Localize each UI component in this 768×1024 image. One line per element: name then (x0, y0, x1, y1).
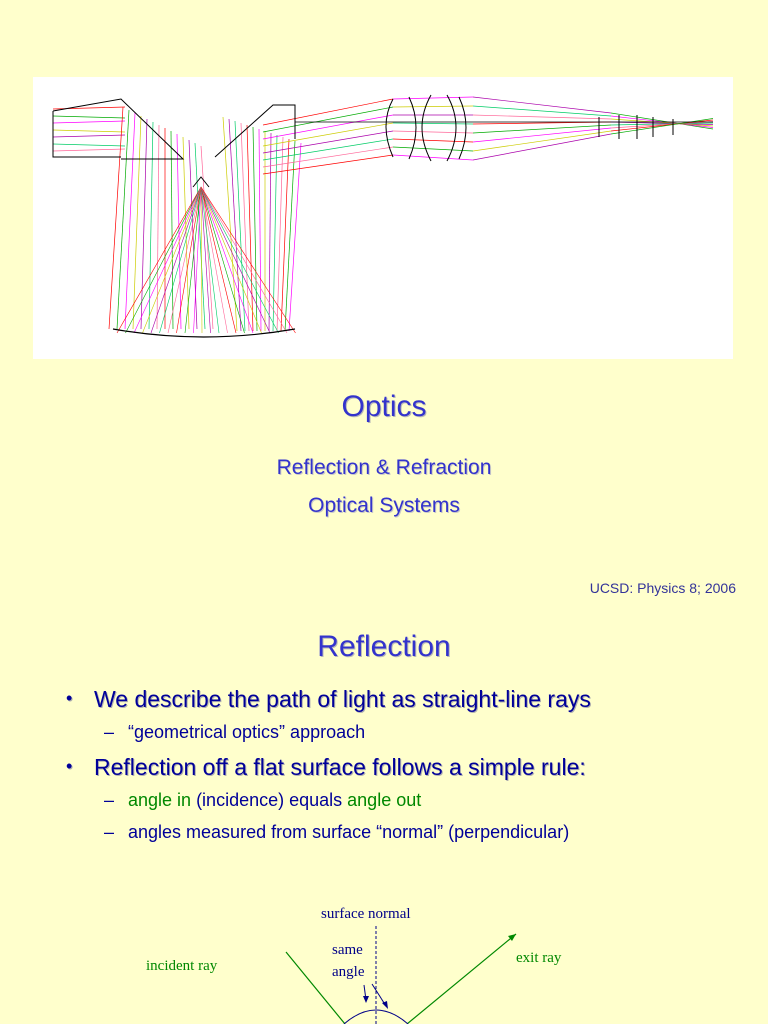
sub-bullet-text: “geometrical optics” approach (128, 722, 366, 742)
dash-icon: – (104, 790, 115, 810)
surface-normal-label: surface normal (321, 906, 411, 922)
dash-icon: – (104, 822, 115, 842)
incidence-equals-text: (incidence) equals (196, 790, 348, 810)
exit-ray-line (407, 934, 516, 1024)
subtitle-reflection-refraction: Reflection & Refraction (276, 456, 492, 479)
course-credit: UCSD: Physics 8; 2006 (589, 580, 736, 596)
slide-title-optics: Optics (341, 390, 427, 423)
angle-in-text: angle in (128, 790, 197, 810)
slide-title-reflection: Reflection (317, 630, 451, 663)
incident-ray-line (286, 952, 345, 1024)
bullet-icon: • (66, 756, 73, 776)
exit-ray-label: exit ray (516, 950, 562, 966)
same-angle-arrowhead-left (363, 996, 369, 1003)
same-angle-arrowhead-right (382, 1001, 388, 1009)
angle-out-text: angle out (347, 790, 422, 810)
bullet-text: We describe the path of light as straight-line rays (94, 686, 591, 712)
bullet-text: Reflection off a flat surface follows a simple rule: (94, 754, 586, 780)
sub-bullet-text: angles measured from surface “normal” (perpendicular) (128, 822, 570, 842)
subtitle-optical-systems: Optical Systems (308, 494, 460, 517)
angle-label: angle (332, 964, 365, 980)
same-label: same (332, 942, 363, 958)
incident-ray-label: incident ray (146, 958, 218, 974)
bullet-icon: • (66, 688, 73, 708)
dash-icon: – (104, 722, 115, 742)
